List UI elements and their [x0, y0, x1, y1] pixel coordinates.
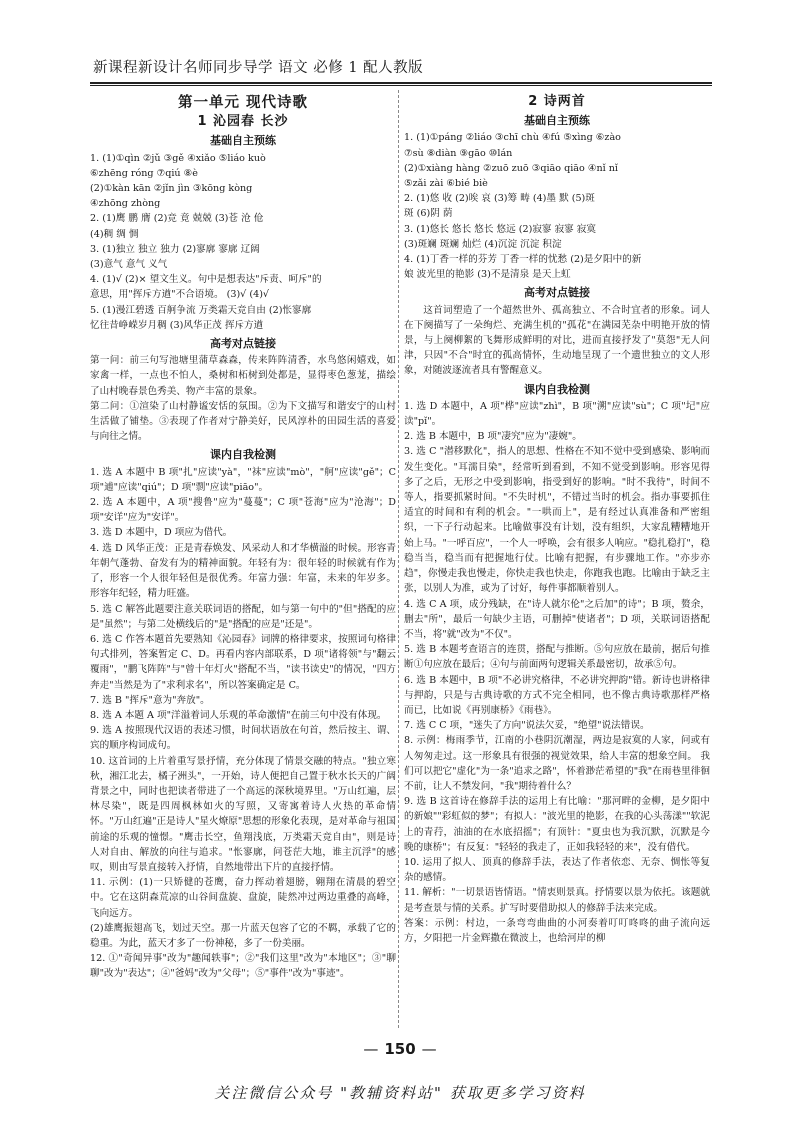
answer-item: 11. 解析："一切景语皆情语。"情衷则景真。抒情要以景为依托。该题就是考查景与情的关系。扩写时要借助拟人的修辞手法来完成。 — [404, 887, 710, 914]
base-answers — [90, 151, 396, 333]
answer-item: 2. 选 A 本题中，A 项"搜鲁"应为"蔓蔓"；C 项"苍海"应为"沧海"；D 项"安详"应为"安详"。 — [90, 497, 396, 524]
answer-item: 3. 选 C "潜移默化"，指人的思想、性格在不知不觉中受到感染、影响而发生变化。"耳濡目染"，经常听到看到，不知不觉受到影响。形容见得多了之后，无形之中受到影响，指受到好的影响。"时不我待"，时间不等人，指要抓紧时间。"不失时机"，不错过当时的机会。指办事要抓住适宜的时间和有利的机会。"一哄而上"，是有经过认真准备和严密组织，一下子行动起来。比喻做事没有计划，没有组织，大家乱糟糟地开始上马。"一呼百应"，一个人一呼唤，会有很多人响应。"稳扎稳打"，稳稳当当，稳当而有把握地行仗。比喻有把握，有步骤地工作。"亦步亦趋"，你慢走我也慢走，你快走我也快走，你跑我也跑。比喻由于缺乏主张，以别人为准，或为了讨好，每件事都顺着别人。 — [404, 446, 710, 595]
answer-line: (2)①xiàng hàng ②zuō zuō ③qiāo qiāo ④nǐ nǐ — [404, 162, 618, 174]
answer-item: 10. 运用了拟人、顶真的修辞手法，表达了作者依恋、无奈、惆怅等复杂的感情。 — [404, 856, 710, 884]
answer-line: 1. (1)①páng ②liáo ③chī chù ④fú ⑤xìng ⑥zào — [404, 132, 621, 144]
lesson-title: 1 沁园春 长沙 — [197, 114, 289, 130]
unit-title: 第一单元 现代诗歌 — [177, 95, 309, 111]
section-title-base: 基础自主预练 — [524, 114, 590, 128]
header-rule — [90, 82, 712, 84]
answer-item: 8. 示例：梅雨季节，江南的小巷阴沉潮湿，两边是寂寞的人家，问或有人匆匆走过。这一形象具有很强的视觉效果，给人丰富的想象空间。 我们可以把它"虚化"为一条"追求之路"，怀着渺茫希望的"我"在雨巷里徘徊不前，让人不禁发问，"我"期待着什么？ — [404, 735, 710, 792]
answer-line: ④zhōng zhòng — [90, 198, 161, 210]
answer-line: 忆往昔峥嵘岁月稠 (3)风华正茂 挥斥方遒 — [90, 319, 264, 331]
answer-item: 6. 选 B 本题中，B 项"不必讲究格律，不必讲究押韵"错。新诗也讲格律与押韵，只是与古典诗歌的方式不完全相同，也不像古典诗歌那样严格而已，比如说《再别康桥》《雨巷》。 — [404, 674, 710, 716]
answer-line: ⑥zhēng róng ⑦qiú ⑧è — [90, 167, 198, 179]
answer-item: 11. 示例：(1)一只矫健的苍鹰，奋力挥动着翅膀，翱翔在清晨的碧空中。它在这阴森荒凉的山谷间盘旋、盘旋，陡然冲过两边重叠的高峰，飞向远方。 — [90, 877, 396, 919]
answer-paragraph: 这首词塑造了一个超然世外、孤高独立、不合时宜者的形象。词人在下阕描写了一朵绚烂、充满生机的"孤花"在满园芜杂中明艳开放的情景，与上阕柳絮的飞舞形成鲜明的对比，进而直接抒发了"莫怨"无人问津，只因"不合"时宜的孤高情怀，生动地呈现了一个遗世独立的文人形象，对随波逐流者具有警醒意义。 — [404, 304, 710, 377]
answer-line: 5. (1)漫江碧透 百舸争流 万类霜天竞自由 (2)怅寥廓 — [90, 304, 312, 316]
answer-line: (3)斑斓 斑斓 灿烂 (4)沉淀 沉淀 积淀 — [404, 238, 562, 250]
answer-line: ⑤zǎi zài ⑥bié biè — [404, 178, 488, 190]
base-answers — [404, 130, 710, 282]
right-column — [404, 92, 710, 1030]
answer-item: 4. 选 D 风华正茂：正是青春焕发、风采动人和才华横溢的时候。形容青年朝气蓬勃、奋发有为的精神面貌。年轻有为：很年轻的时候就有作为了，形容一个人很年轻但是很优秀。年富力强：年富，未来的年岁多。形容年纪轻，精力旺盛。 — [90, 542, 396, 600]
answer-line: 4. (1)√ (2)× 望文生义。句中是想表达"斥责、呵斥"的 — [90, 274, 322, 286]
answer-line: ⑦sù ⑧diàn ⑨gāo ⑩lán — [404, 147, 513, 159]
section-title-base: 基础自主预练 — [210, 134, 276, 148]
section-title-gaokao: 高考对点链接 — [210, 337, 276, 351]
section-title-check: 课内自我检测 — [524, 382, 590, 396]
left-column — [90, 92, 396, 1030]
answer-item: 4. 选 C A 项，成分残缺，在"诗人就尔伦"之后加"的诗"；B 项，赘余，删去"所"，最后一句缺少主语，可删掉"使诸者"；D 项，关联词语搭配不当，将"就"改为"不仅"。 — [404, 598, 710, 640]
answer-line: 2. (1)鹰 鹏 膺 (2)竞 竟 兢兢 (3)苍 沧 伧 — [90, 213, 264, 225]
section-title-gaokao: 高考对点链接 — [524, 286, 590, 300]
gaokao-answers — [90, 353, 396, 444]
answer-item: 1. 选 D 本题中，A 项"桦"应读"zhì"，B 项"溯"应读"sù"；C 项"圮"应读"pǐ"。 — [404, 400, 710, 428]
answer-item: 第一问：前三句写池塘里蒲草森森，传来阵阵清香，水鸟悠闲嬉戏，如家禽一样，一点也不怕人，桑树和柘树到处都是，显得枣色葱茏，描绘了山村晚春景色秀美、物产丰富的景象。 — [90, 355, 396, 397]
answer-item: 9. 选 B 这首诗在修辞手法的运用上有比喻："那河畔的金柳，是夕阳中的新娘""彩虹似的梦"；有拟人："波光里的艳影，在我的心头荡漾""软泥上的青荇，油油的在水底招摇"；有顶针："夏虫也为我沉默，沉默是今晚的康桥"；有反复："轻轻的我走了，正如我轻轻的来"，没有借代。 — [404, 796, 710, 853]
answer-line: 斑 (6)阴 荫 — [404, 208, 453, 220]
answer-line: 娘 波光里的艳影 (3)不是清泉 是天上虹 — [404, 269, 571, 281]
answer-line: (4)稠 绸 惆 — [90, 228, 139, 240]
section-title-check: 课内自我检测 — [210, 448, 276, 462]
footer-note: 关注微信公众号 "教辅资料站" 获取更多学习资料 — [214, 1084, 586, 1102]
answer-item: 5. 选 C 解答此题要注意关联词语的搭配，如与第一句中的"但"搭配的应是"虽然"；与第二处横线后的"是"搭配的应是"还是"。 — [90, 603, 396, 630]
answer-line: 1. (1)①qìn ②jǔ ③gě ④xiǎo ⑤liáo kuò — [90, 152, 266, 164]
answer-line: 3. (1)悠长 悠长 悠长 悠远 (2)寂寥 寂寥 寂寞 — [404, 223, 596, 235]
answer-item: 12. ①"奇闻异事"改为"趣闻轶事"；②"我们这里"改为"本地区"；③"聊聊"改为"表达"；④"爸妈"改为"父母"；⑤"事件"改为"事迹"。 — [90, 953, 396, 980]
answer-item: 9. 选 A 按照现代汉语的表述习惯，时间状语放在句首，然后按主、谓、宾的顺序构词成句。 — [90, 725, 396, 752]
answer-item: 3. 选 D 本题中，D 项应为借代。 — [90, 527, 233, 539]
check-answers — [90, 465, 396, 982]
answer-item: 第二问：①渲染了山村静谧安恬的氛围。②为下文描写和谐安宁的山村生活做了铺垫。③表现了作者对宁静美好，民风淳朴的田园生活的喜爱与向往之情。 — [90, 400, 396, 443]
answer-line: (3)意气 意气 义气 — [90, 259, 168, 271]
answer-item: 答案：示例：村边，一条弯弯曲曲的小河奏着叮叮咚咚的曲子流向远方，夕阳把一片金辉撒在微波上，也给河岸的柳 — [404, 917, 710, 944]
answer-item: (2)雄鹰振翅高飞，划过天空。那一片蓝天包容了它的不羁，承载了它的稳重。为此，蓝天才多了一份神秘，多了一份美丽。 — [90, 922, 396, 949]
answer-line: 4. (1)丁香一样的芬芳 丁香一样的忧愁 (2)是夕阳中的新 — [404, 254, 642, 266]
column-divider — [398, 90, 399, 1028]
answer-item: 2. 选 B 本题中，B 项"凄究"应为"凄婉"。 — [404, 431, 582, 443]
answer-line: 3. (1)独立 独立 独力 (2)寥廓 寥廓 辽阔 — [90, 243, 260, 255]
answer-line: (2)①kàn kān ②jǐn jìn ③kōng kòng — [90, 183, 253, 195]
answer-line: 意思，用"挥斥方遒"不合语境。 (3)√ (4)√ — [90, 289, 270, 301]
answer-item: 8. 选 A 本题 A 项"洋溢着词人乐观的革命激情"在前三句中没有体现。 — [90, 709, 387, 721]
check-answers — [404, 399, 710, 946]
answer-item: 1. 选 A 本题中 B 项"扎"应读"yà"，"袜"应读"mò"，"舸"应读"gě"；C 项"逋"应读"qiú"；D 项"剽"应读"piāo"。 — [90, 466, 396, 493]
answer-item: 6. 选 C 作答本题首先要熟知《沁园春》词牌的格律要求，按照词句格律句式排列，答案暂定 C、D。再看内容内部联系，D 项"诸将领"与"翻云覆雨"，"鹏飞阵阵"与"曾十年灯火"搭配不当，"读书读史"的情况，"四方奔走"当然是为了"求利求名"，所以答案确定是 C。 — [90, 633, 396, 691]
answer-item: 10. 这首词的上片着重写景抒情，充分体现了情景交融的特点。"独立寒秋，湘江北去，橘子洲头"，一开始，诗人便把自己置于秋水长天的广阔背景之中，同时也把读者带进了一个高远的深秋境界里。"万山红遍，层林尽染"，既是四周枫林如火的写照，又寄寓着诗人火热的革命情怀。"万山红遍"正是诗人"星火燎原"思想的形象化表现，是对革命与祖国前途的乐观的憧憬。"鹰击长空，鱼翔浅底，万类霜天竞自由"，则是诗人对自由、解放的向往与追求。"怅寥廓，问苍茫大地，谁主沉浮"的感叹，则由写景直接转入抒情，自然地带出下片的直接抒情。 — [90, 755, 396, 873]
answer-item: 7. 选 B "挥斥"意为"奔放"。 — [90, 694, 210, 706]
answer-item: 5. 选 B 本题考查语言的连贯，搭配与推断。⑤句应放在最前，据后句推断①句应放在最后；④句与前面两句逻辑关系最密切，故承⑤句。 — [404, 644, 710, 671]
page-number: — 150 — — [363, 1040, 437, 1058]
answer-line: 2. (1)悠 收 (2)唉 哀 (3)筹 畴 (4)墨 默 (5)斑 — [404, 193, 595, 205]
running-header: 新课程新设计名师同步导学 语文 必修 1 配人教版 — [93, 60, 424, 76]
page-number-value: 150 — [384, 1040, 416, 1058]
lesson-title: 2 诗两首 — [528, 94, 586, 109]
gaokao-answers — [404, 303, 710, 379]
header-rule-thin — [90, 85, 712, 86]
answer-item: 7. 选 C C 项，"迷失了方向"说法欠妥，"绝望"说法错误。 — [404, 720, 650, 732]
